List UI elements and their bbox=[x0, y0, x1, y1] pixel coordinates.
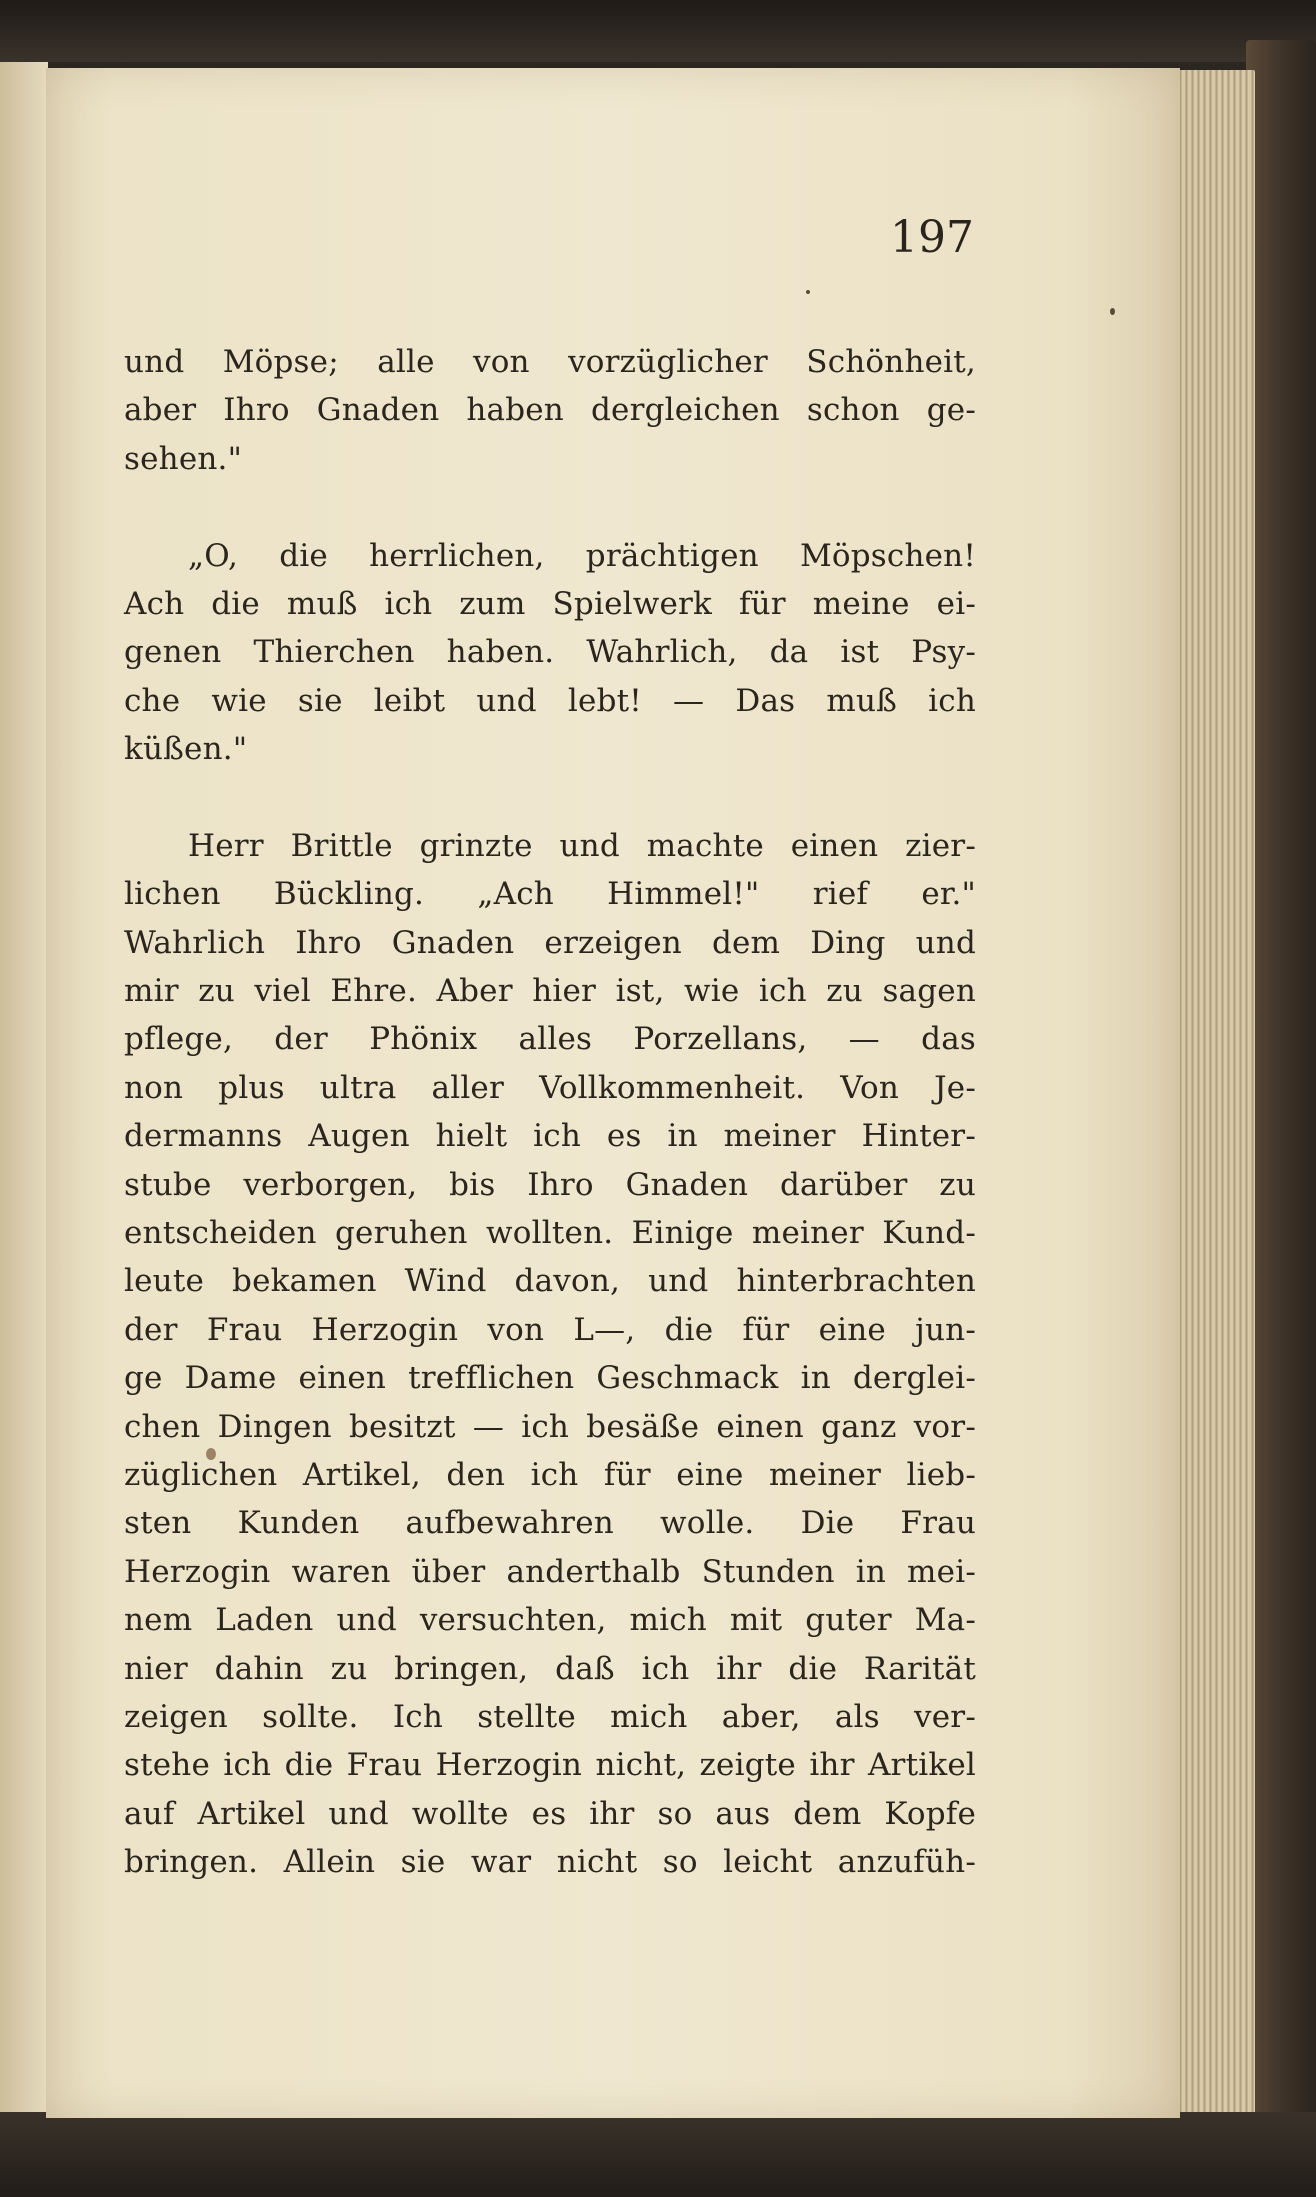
text-line: ge Dame einen trefflichen Geschmack in derglei- bbox=[124, 1360, 976, 1397]
paper-speck bbox=[806, 290, 810, 294]
page-edges bbox=[1170, 70, 1255, 2120]
text-line: nier dahin zu bringen, daß ich ihr die Rarität bbox=[124, 1650, 976, 1687]
text-line: leute bekamen Wind davon, und hinterbrachten bbox=[124, 1263, 976, 1300]
text-line: der Frau Herzogin von L—, die für eine jun- bbox=[124, 1311, 976, 1348]
text-line: stehe ich die Frau Herzogin nicht, zeigte ihr Artikel bbox=[124, 1747, 976, 1784]
paragraph-gap bbox=[124, 483, 976, 531]
paragraph-gap bbox=[124, 774, 976, 822]
text-line: sten Kunden aufbewahren wolle. Die Frau bbox=[124, 1505, 976, 1542]
text-line: aber Ihro Gnaden haben dergleichen schon ge- bbox=[124, 392, 976, 429]
book-cover-bottom-edge bbox=[0, 2112, 1316, 2197]
text-line: pflege, der Phönix alles Porzellans, — das bbox=[124, 1021, 976, 1058]
text-line: entscheiden geruhen wollten. Einige meiner Kund- bbox=[124, 1215, 976, 1252]
book-cover-right-edge bbox=[1246, 40, 1316, 2170]
text-line: küßen." bbox=[124, 731, 248, 768]
text-line: Wahrlich Ihro Gnaden erzeigen dem Ding und bbox=[124, 924, 976, 961]
text-line: sehen." bbox=[124, 440, 243, 477]
text-line: zeigen sollte. Ich stellte mich aber, als ver- bbox=[124, 1698, 976, 1735]
text-line: stube verborgen, bis Ihro Gnaden darüber zu bbox=[124, 1166, 976, 1203]
page-number: 197 bbox=[890, 212, 974, 263]
text-line: non plus ultra aller Vollkommenheit. Von Je- bbox=[124, 1069, 976, 1106]
text-line: nem Laden und versuchten, mich mit guter Ma- bbox=[124, 1602, 976, 1639]
book-cover-top-edge bbox=[0, 0, 1316, 62]
text-line: Herzogin waren über anderthalb Stunden in mei- bbox=[124, 1553, 976, 1590]
text-line: und Möpse; alle von vorzüglicher Schönheit, bbox=[124, 344, 976, 380]
facing-page-sliver bbox=[0, 62, 48, 2122]
text-line: mir zu viel Ehre. Aber hier ist, wie ich zu sagen bbox=[124, 973, 976, 1010]
paper-speck bbox=[1110, 308, 1115, 315]
text-line: lichen Bückling. „Ach Himmel!" rief er." bbox=[124, 876, 976, 913]
text-line: chen Dingen besitzt — ich besäße einen ganz vor- bbox=[124, 1408, 976, 1445]
text-line: Ach die muß ich zum Spielwerk für meine ei- bbox=[124, 585, 976, 622]
text-line: dermanns Augen hielt ich es in meiner Hinter- bbox=[124, 1118, 976, 1155]
text-line: Herr Brittle grinzte und machte einen zier- bbox=[188, 827, 976, 864]
text-line: züglichen Artikel, den ich für eine meiner lieb- bbox=[124, 1456, 976, 1493]
text-line: auf Artikel und wollte es ihr so aus dem Kopfe bbox=[124, 1795, 976, 1832]
page-text bbox=[124, 338, 976, 1887]
text-line: che wie sie leibt und lebt! — Das muß ich bbox=[124, 682, 976, 719]
text-line: bringen. Allein sie war nicht so leicht anzufüh- bbox=[124, 1844, 976, 1881]
text-line: genen Thierchen haben. Wahrlich, da ist Psy- bbox=[124, 634, 976, 671]
text-line: „O, die herrlichen, prächtigen Möpschen! bbox=[188, 537, 976, 574]
